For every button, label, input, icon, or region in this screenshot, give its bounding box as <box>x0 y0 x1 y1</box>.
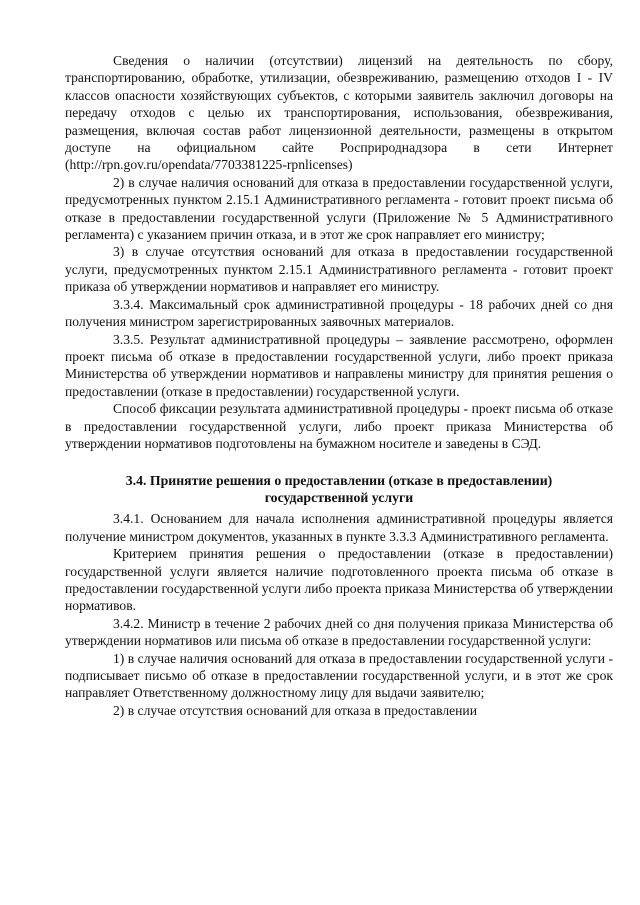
paragraph-decision-criterion: Критерием принятия решения о предоставлении (отказе в предоставлении) государственной услуги является наличие подготовленного проекта письма об отказе в предоставлении государственной услуги либо проекта приказа Министерства об утверждении нормативов. <box>65 546 613 614</box>
section-heading-line-1: 3.4. Принятие решения о предоставлении (отказе в предоставлении) <box>125 473 553 489</box>
paragraph-item-2: 2) в случае отсутствия оснований для отказа в предоставлении <box>113 702 477 718</box>
paragraph-3-3-4: 3.3.4. Максимальный срок административной процедуры - 18 рабочих дней со дня получения министром зарегистрированных заявочных материалов. <box>65 296 613 330</box>
paragraph-no-refusal-grounds: 3) в случае отсутствия оснований для отказа в предоставлении государственной услуги, предусмотренных пунктом 2.15.1 Административного регламента - готовит проект приказа об утверждении нормативов и направляет его министру. <box>65 244 613 295</box>
paragraph-3-4-1: 3.4.1. Основанием для начала исполнения административной процедуры является получение министром документов, указанных в пункте 3.3.3 Административного регламента. <box>65 511 613 544</box>
paragraph-3-4-2: 3.4.2. Министр в течение 2 рабочих дней со дня получения приказа Министерства об утверждении нормативов или письма об отказе в предоставлении государственной услуги: <box>65 615 613 649</box>
paragraph-item-1: 1) в случае наличия оснований для отказа в предоставлении государственной услуги - подписывает письмо об отказе в предоставлении государственной услуги, и в этот же срок направляет Ответственному должностному лицу для выдачи заявителю; <box>65 650 613 701</box>
section-heading-line-2: государственной услуги <box>264 490 414 506</box>
paragraph-3-3-5: 3.3.5. Результат административной процедуры – заявление рассмотрено, оформлен проект письма об отказе в предоставлении государственной услуги, либо проект приказа Министерства об утверждении нормативов и направлены министру для принятия решения о предоставлении (отказе в предоставлении) государственной услуги. <box>65 331 613 399</box>
paragraph-licenses-info: Сведения о наличии (отсутствии) лицензий на деятельность по сбору, транспортированию, обработке, утилизации, обезвреживанию, размещению отходов I - IV классов опасности хозяйствующих субъектов, с которыми заявитель заключил договоры на передачу отходов с целью их транспортирования, использования, обезвреживания, размещения, включая состав работ лицензионной деятельности, размещены в открытом доступе на официальном сайте Росприроднадзора в сети Интернет (http://rpn.gov.ru/opendata/7703381225-rpnlicenses) <box>65 53 613 173</box>
paragraph-fixation-method: Способ фиксации результата административной процедуры - проект письма об отказе в предоставлении государственной услуги, либо проект приказа Министерства об утверждении нормативов подготовлены на бумажном носителе и заведены в СЭД. <box>65 401 613 451</box>
section-heading-3-4 <box>65 472 613 506</box>
document-page <box>65 52 613 719</box>
paragraph-refusal-grounds: 2) в случае наличия оснований для отказа в предоставлении государственной услуги, предусмотренных пунктом 2.15.1 Административного регламента - готовит проект письма об отказе в предоставлении государственной услуги (Приложение № 5 Административного регламента) с указанием причин отказа, и в этот же срок направляет его министру; <box>65 174 613 243</box>
